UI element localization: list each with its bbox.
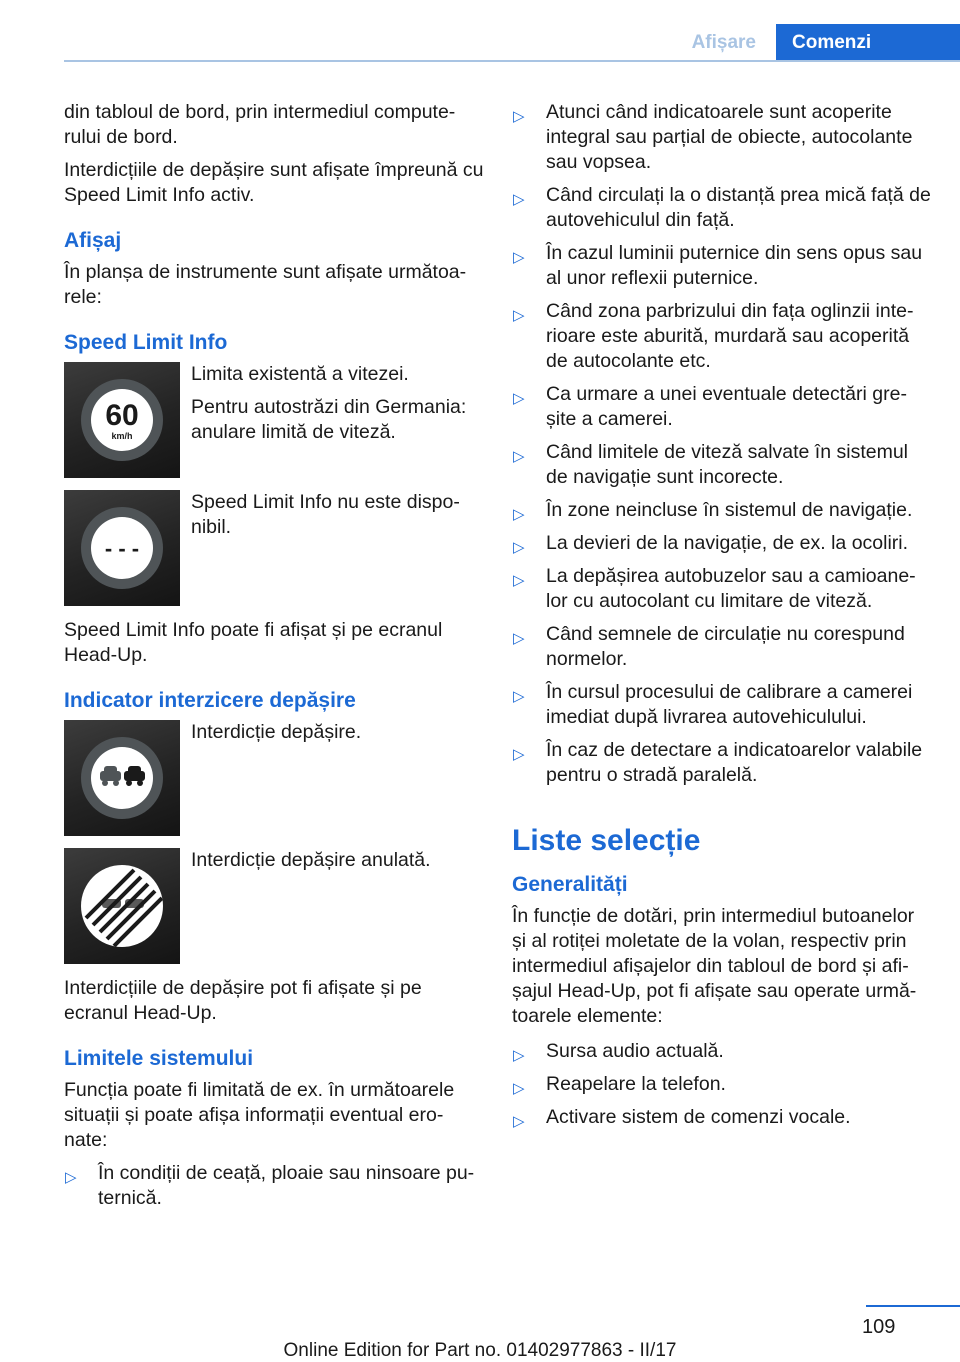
list-item: ▷ În zone neincluse în sistemul de navigație. — [512, 498, 932, 523]
list-item: ▷ În caz de detectare a indicatoarelor valabile pentru o stradă paralelă. — [513, 739, 923, 786]
footer-rule — [866, 1305, 960, 1307]
list-item: ▷ Când limitele de viteză salvate în sistemul de navigație sunt incorecte. — [513, 441, 908, 488]
left-column — [64, 100, 484, 1219]
list-item: ▷ Ca urmare a unei eventuale detectări gre-șite a camerei. — [513, 383, 907, 430]
triangle-bullet-icon: ▷ — [513, 1047, 525, 1064]
sign-caption: Speed Limit Info nu este dispo-nibil. — [191, 491, 460, 538]
triangle-bullet-icon: ▷ — [513, 1080, 525, 1097]
header-tabs — [672, 24, 960, 61]
list-item: ▷ Sursa audio actuală. — [512, 1039, 932, 1064]
sign-caption: Limita existentă a vitezei. — [191, 363, 409, 385]
triangle-bullet-icon: ▷ — [513, 572, 525, 589]
heading-indicator: Indicator interzicere depășire — [64, 689, 356, 712]
list-item: ▷ La depășirea autobuzelor sau a camioane-lor cu autocolant cu limitare de viteză. — [513, 565, 916, 612]
sign-row-end-no-overtaking — [64, 848, 484, 964]
no-overtaking-sign-icon — [64, 720, 180, 836]
end-no-overtaking-sign-icon — [64, 848, 180, 964]
sign-caption: Interdicție depășire anulată. — [191, 849, 431, 871]
triangle-bullet-icon: ▷ — [513, 307, 525, 324]
heading-afisaj: Afișaj — [64, 229, 122, 252]
list-item: ▷ Activare sistem de comenzi vocale. — [512, 1105, 932, 1130]
paragraph: Interdicțiile de depășire sunt afișate împreună cu Speed Limit Info activ. — [64, 159, 484, 206]
sign-row-unavailable — [64, 490, 484, 606]
triangle-bullet-icon: ▷ — [513, 539, 525, 556]
page-number: 109 — [862, 1316, 896, 1338]
list-item: ▷ În condiții de ceață, ploaie sau ninsoare pu-ternică. — [65, 1162, 475, 1209]
speed-value: 60 — [105, 399, 139, 432]
list-item: ▷ Când zona parbrizului din fața oglinzii inte-rioare este aburită, murdară sau acoperită de autocolante etc. — [513, 300, 914, 372]
triangle-bullet-icon: ▷ — [513, 1113, 525, 1130]
triangle-bullet-icon: ▷ — [513, 688, 525, 705]
paragraph: Funcția poate fi limitată de ex. în următoarele situații și poate afișa informații eventual ero-nate: — [64, 1079, 455, 1151]
sign-caption: Pentru autostrăzi din Germania: anulare limită de viteză. — [191, 396, 467, 443]
speed-unit: km/h — [111, 431, 133, 441]
triangle-bullet-icon: ▷ — [513, 108, 525, 125]
list-item: ▷ Atunci când indicatoarele sunt acoperite integral sau parțial de obiecte, autocolante sau vopsea. — [513, 101, 913, 173]
tab-afisare[interactable]: Afișare — [691, 32, 756, 53]
heading-generalitati: Generalități — [512, 873, 628, 896]
bullet-list — [512, 1039, 932, 1130]
sign-row-no-overtaking — [64, 720, 484, 836]
triangle-bullet-icon: ▷ — [513, 191, 525, 208]
triangle-bullet-icon: ▷ — [65, 1169, 77, 1186]
speed-limit-unavailable-sign-icon — [64, 490, 180, 606]
heading-speed-limit-info: Speed Limit Info — [64, 331, 228, 354]
paragraph: În funcție de dotări, prin intermediul butoanelor și al rotiței moletate de la volan, respectiv prin intermediul afișajelor din tabloul de bord și afi-șajul Head-Up, pot fi afișate sau operate urmă-toarele elemente: — [512, 905, 917, 1027]
bullet-list — [512, 100, 932, 788]
list-item: ▷ Când circulați la o distanță prea mică față de autovehiculul din față. — [513, 184, 931, 231]
paragraph: Interdicțiile de depășire pot fi afișate și pe ecranul Head-Up. — [64, 977, 422, 1024]
triangle-bullet-icon: ▷ — [513, 506, 525, 523]
list-item: ▷ În cursul procesului de calibrare a camerei imediat după livrarea autovehiculului. — [513, 681, 913, 728]
list-item: ▷ Când semnele de circulație nu corespund normelor. — [513, 623, 905, 670]
edition-footer: Online Edition for Part no. 01402977863 - II/17 — [283, 1340, 677, 1361]
list-item: ▷ În cazul luminii puternice din sens opus sau al unor reflexii puternice. — [513, 242, 923, 289]
right-column — [512, 100, 932, 1138]
bullet-list — [64, 1161, 484, 1211]
list-item: ▷ La devieri de la navigație, de ex. la ocoliri. — [512, 531, 932, 556]
sign-caption: Interdicție depășire. — [191, 721, 362, 743]
tab-comenzi[interactable]: Comenzi — [776, 24, 960, 61]
triangle-bullet-icon: ▷ — [513, 630, 525, 647]
triangle-bullet-icon: ▷ — [513, 390, 525, 407]
paragraph: Speed Limit Info poate fi afișat și pe ecranul Head-Up. — [64, 619, 443, 666]
sign-row-speed-limit — [64, 362, 484, 478]
dashes: - - - — [104, 536, 140, 561]
heading-liste-selectie: Liste selecție — [512, 824, 701, 857]
triangle-bullet-icon: ▷ — [513, 249, 525, 266]
paragraph: În planșa de instrumente sunt afișate următoa-rele: — [64, 261, 467, 308]
heading-limite: Limitele sistemului — [64, 1047, 254, 1070]
paragraph: din tabloul de bord, prin intermediul compute-rului de bord. — [64, 101, 456, 148]
list-item: ▷ Reapelare la telefon. — [512, 1072, 932, 1097]
speed-limit-60-sign-icon — [64, 362, 180, 478]
triangle-bullet-icon: ▷ — [513, 746, 525, 763]
triangle-bullet-icon: ▷ — [513, 448, 525, 465]
header-rule — [64, 60, 960, 62]
